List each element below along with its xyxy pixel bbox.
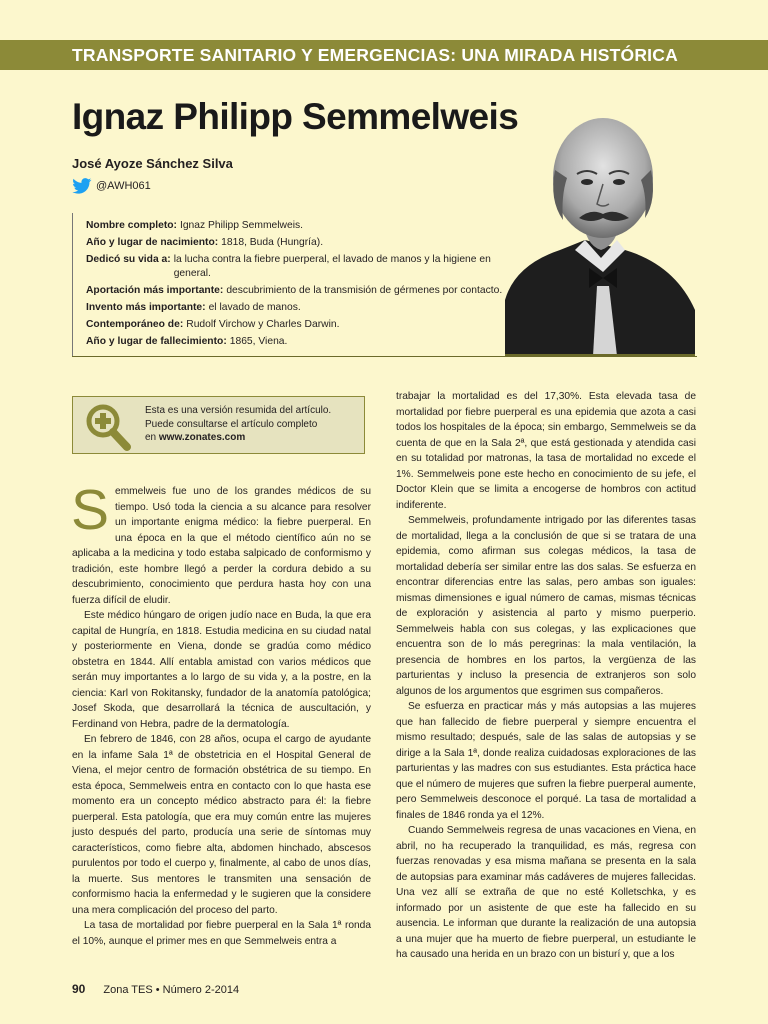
header-divider (72, 356, 697, 357)
fact-label: Contemporáneo de: (86, 318, 184, 330)
fact-death (86, 335, 504, 349)
fact-label: Dedicó su vida a: (86, 254, 171, 265)
fact-birth (86, 236, 504, 250)
fact-value: el lavado de manos. (208, 301, 301, 313)
body-paragraph: trabajar la mortalidad es del 17,30%. Esta elevada tasa de mortalidad por fiebre puerperal es una epidemia que azota a casi todos los hospitales de la época; sin embargo, Semmelweis se da cuenta de que en la Sala 2ª, que está gestionada y atendida casi en su totalidad por matronas, la tasa de mortalidad no excede el 1%. Semmelweis pone este hecho en conocimiento de su jefe, el Doctor Klein que se limita a encogerse de hombros con actitud indiferente. (396, 391, 696, 511)
article-title: Ignaz Philipp Semmelweis (72, 96, 519, 137)
notice-prefix: en (145, 432, 159, 443)
section-banner (0, 40, 768, 70)
fact-label: Año y lugar de nacimiento: (86, 237, 219, 248)
notice-line-3 (145, 431, 357, 445)
fact-value: 1865, Viena. (229, 335, 288, 347)
twitter-handle: @AWH061 (96, 180, 151, 192)
fact-label: Año y lugar de fallecimiento: (86, 335, 227, 347)
page-number: 90 (72, 982, 86, 996)
publication-info: Zona TES • Número 2-2014 (103, 984, 240, 996)
body-paragraph: Cuando Semmelweis regresa de unas vacaciones en Viena, en abril, no ha recuperado la tranquilidad, es más, regresa con fuerzas renovadas y esa misma mañana se presenta en la sala de autopsias para examinar más cadáveres de mujeres fallecidas. Una vez allí se extraña de que no esté Kolletschka, y es informado por un asistente de que este ha fallecido en su ausencia. Le informan que durante la realización de una autopsia a una mujer que ha muerto de fiebre puerperal, un estudiante le ha causado una herida en un brazo con un bisturí y, que a los (396, 825, 696, 960)
body-paragraph: En febrero de 1846, con 28 años, ocupa el cargo de ayudante en la infame Sala 1ª de obstetricia en el Hospital General de Viena, el mejor centro de formación obstétrica de su tiempo. En esta época, Semmelweis entra en contacto con lo que hasta ese momento era un concepto médico abstracto para él: la fiebre puerperal. Esta patología, que era muy común entre las mujeres justo después del parto, producía una serie de síntomas muy característicos, como fiebre alta, abdomen hinchado, abscesos purulentos por todo el cuerpo y, finalmente, al cabo de unos días, la muerte. Sus mentores le transmiten una sensación de conformismo hacia la enfermedad y le sugieren que la considere una mera complicación del proceso del parto. (72, 734, 371, 916)
fact-contribution (86, 284, 504, 298)
fact-value: Ignaz Philipp Semmelweis. (179, 220, 304, 231)
fact-label: Nombre completo: (86, 220, 177, 231)
fact-label: Invento más importante: (86, 301, 206, 313)
article-column-left (71, 478, 371, 949)
article-column-right (396, 389, 696, 963)
biography-facts (72, 213, 504, 356)
article-author: José Ayoze Sánchez Silva (72, 156, 233, 171)
body-paragraph: Este médico húngaro de origen judío nace en Buda, la que era capital de Hungría, en 1818. Estudia medicina en su ciudad natal y posteriormente en Viena, donde se gradúa como médico obstetra en 1844. Allí entabla amistad con varios médicos que serán muy importantes a lo largo de su vida y, a la postre, en la ciencia: Karl von Rokitansky, fundador de la anatomía patológica; Josef Skoda, que desarrollará la técnica de auscultación, y Ferdinand von Hebra, padre de la dermatología. (72, 610, 371, 730)
body-paragraph (71, 478, 371, 608)
zonates-link[interactable]: www.zonates.com (158, 432, 246, 443)
fact-life-work (86, 253, 504, 280)
fact-value: 1818, Buda (Hungría). (221, 237, 324, 248)
fact-invention (86, 301, 504, 315)
fact-label: Aportación más importante: (86, 284, 224, 296)
notice-line-2: Puede consultarse el artículo completo (145, 418, 318, 430)
body-paragraph: Semmelweis, profundamente intrigado por las diferentes tasas de mortalidad, llega a la conclusión de que si se tratara de una epidemia, como afirman sus colegas médicos, la tasa de mortalidad debería ser similar entre las dos salas. Se esfuerza en encontrar diferencias entre las salas, pero ambas son iguales: mismas dimensiones e igual número de camas, mismas técnicas de exploración y asistencia al parto y mismo puerperio. Semmelweis habla con sus colegas, y las explicaciones que encuentra son de lo más peregrinas: la mala ventilación, la presencia de hombres en los partos, la vergüenza de las parturientas y incluso la presencia de extranjeros son solo algunos de los argumentos que esgrimen sus compañeros. (396, 515, 696, 697)
summary-notice (72, 396, 365, 454)
twitter-link[interactable] (72, 178, 151, 194)
body-paragraph: Se esfuerza en practicar más y más autopsias a las mujeres que han fallecido de fiebre puerperal y siempre encuentra el mismo resultado; después, sale de las salas de autopsias y se dirige a la Sala 1ª, donde realiza cuidadosas exploraciones de las parturientas y las madres con sus estudiantes. Esta práctica hace que el número de mujeres que sufren la fiebre puerperal aumente, pero Semmelweis desconoce el porqué. La tasa de mortalidad a finales de 1846 ronda ya el 12%. (396, 701, 696, 821)
fact-value: Rudolf Virchow y Charles Darwin. (186, 318, 340, 330)
fact-contemporary (86, 318, 504, 332)
section-banner-text: TRANSPORTE SANITARIO Y EMERGENCIAS: UNA MIRADA HISTÓRICA (72, 45, 678, 65)
semmelweis-portrait (505, 100, 695, 356)
summary-notice-text (145, 404, 357, 445)
body-paragraph: La tasa de mortalidad por fiebre puerperal en la Sala 1ª ronda el 10%, aunque el primer mes en que Semmelweis entra a (72, 920, 371, 947)
page-footer (72, 982, 239, 996)
paragraph-text: emmelweis fue uno de los grandes médicos de su tiempo. Usó toda la ciencia a su alcance para resolver un importante enigma médico: la fiebre puerperal. En una época en la que el método científico aún no se aplicaba a la medicina y todo estaba salpicado de conformismo y tradición, este hombre llegó a perder la cordura debido a su descubrimiento, conocimiento que perdura hasta hoy con una fuerza difícil de eludir. (72, 486, 371, 606)
fact-full-name (86, 219, 504, 233)
drop-cap: S (71, 478, 110, 542)
notice-line-1: Esta es una versión resumida del artículo. (145, 405, 332, 416)
magnifier-plus-icon (85, 403, 131, 451)
fact-value: descubrimiento de la transmisión de gérmenes por contacto. (226, 284, 503, 296)
fact-value: la lucha contra la fiebre puerperal, el lavado de manos y la higiene en general. (173, 254, 491, 279)
twitter-bird-icon (72, 178, 92, 194)
